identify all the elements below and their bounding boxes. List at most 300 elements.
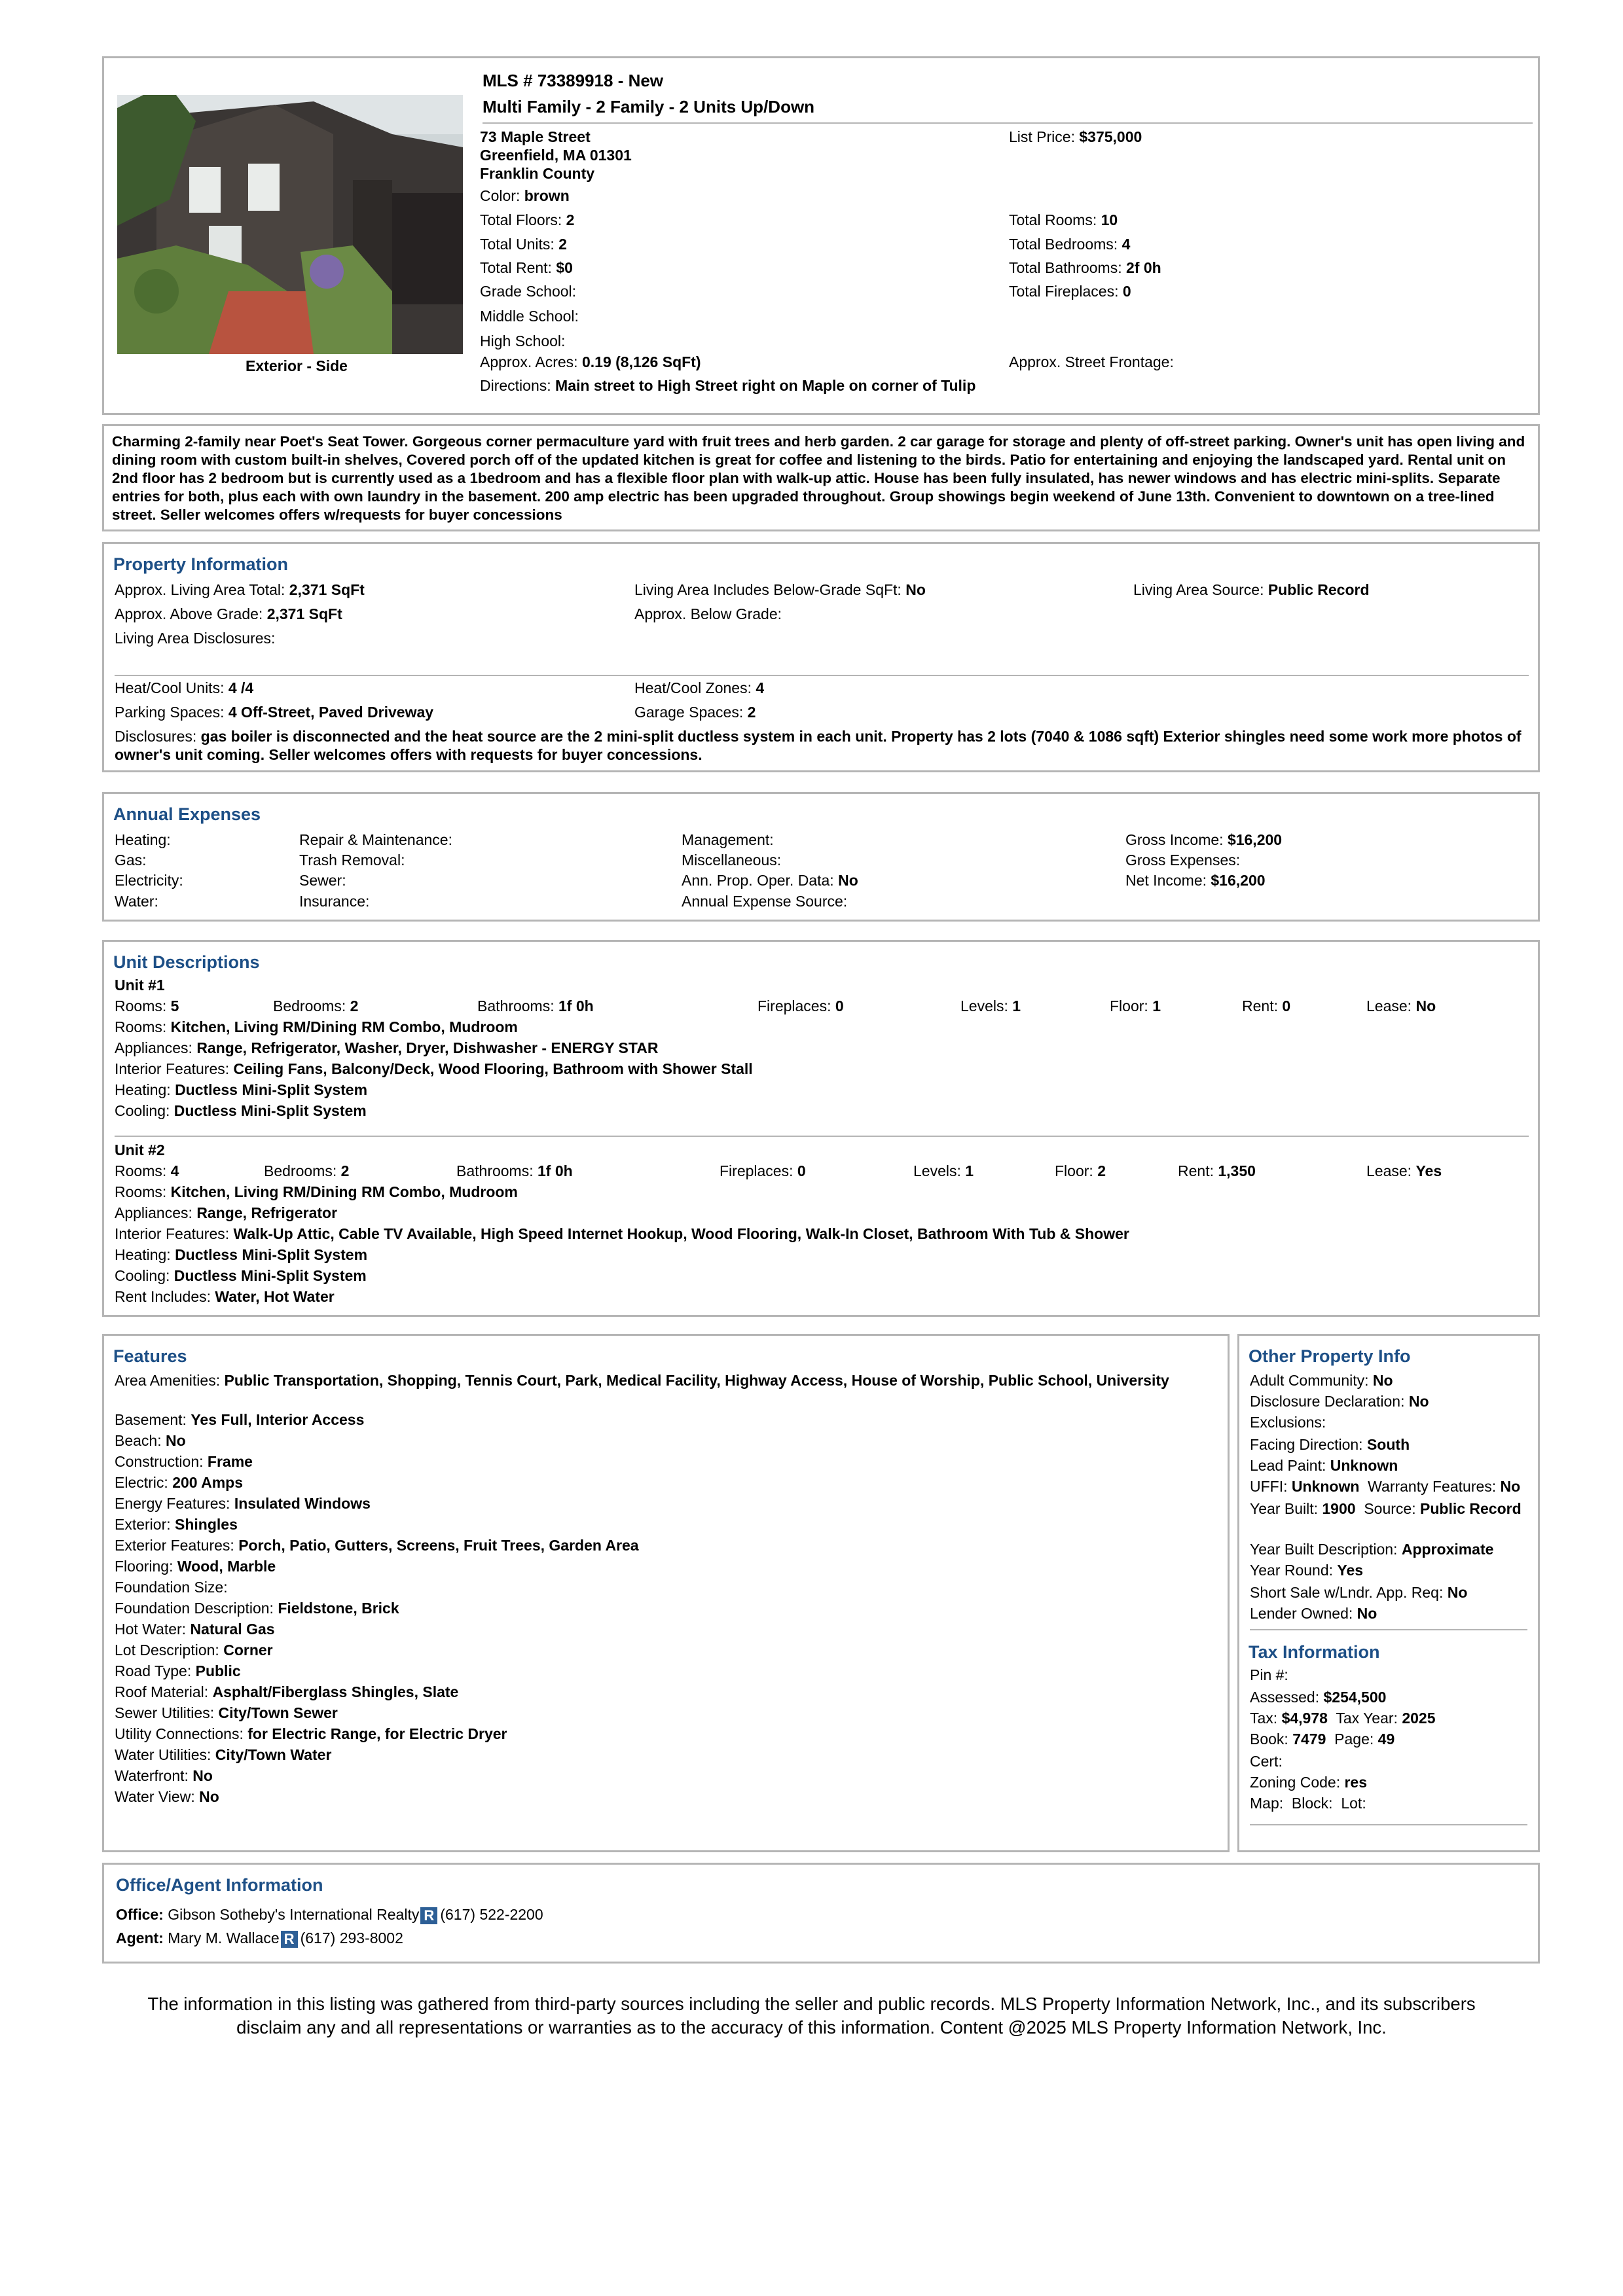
field-label: Roof Material:: [115, 1683, 209, 1700]
field-value: Shingles: [175, 1516, 238, 1533]
field-label: Total Rent:: [480, 259, 552, 276]
field-label: Lead Paint:: [1250, 1457, 1326, 1474]
unit1-levels: [960, 997, 1021, 1016]
field-value: Range, Refrigerator, Washer, Dryer, Dishwasher - ENERGY STAR: [196, 1039, 659, 1056]
feature-area-amenities: [115, 1371, 1221, 1390]
expense-water: Water:: [115, 893, 158, 910]
unit1-appliances: [115, 1039, 658, 1058]
field-value: 2: [566, 211, 575, 228]
field-value: Yes: [1415, 1162, 1442, 1179]
garage-spaces: [634, 703, 756, 723]
list-price-label: List Price:: [1009, 128, 1075, 145]
office-phone[interactable]: (617) 522-2200: [440, 1906, 543, 1923]
below-grade-included: [634, 581, 926, 600]
field-value: No: [1408, 1393, 1429, 1410]
field-value: 1f 0h: [558, 997, 594, 1014]
agent-line: [116, 1929, 403, 1948]
field-value: Walk-Up Attic, Cable TV Available, High Speed Internet Hookup, Wood Flooring, Walk-In Closet, Bathroom With Tub & Shower: [233, 1225, 1129, 1242]
field-label: Appliances:: [115, 1039, 192, 1056]
field-label: High School:: [480, 332, 566, 350]
field-value: Ductless Mini-Split System: [173, 1267, 367, 1284]
field-label: Rent:: [1242, 997, 1278, 1014]
gross-expenses: Gross Expenses:: [1125, 852, 1241, 869]
field-label: Heating:: [115, 1081, 171, 1098]
unit2-interior: [115, 1225, 1129, 1244]
realtor-r-icon: R: [420, 1907, 437, 1924]
field-value: 1,350: [1218, 1162, 1256, 1179]
field-value: 4: [756, 679, 765, 696]
list-price: [1009, 128, 1142, 147]
office-line: [116, 1905, 543, 1925]
field-middle-school: [480, 307, 579, 327]
field-label: Lender Owned:: [1250, 1605, 1353, 1622]
field-label: Rent Includes:: [115, 1288, 211, 1305]
office-name[interactable]: Gibson Sotheby's International Realty: [168, 1906, 420, 1923]
field-label: Water Utilities:: [115, 1746, 211, 1763]
other-info-box: [1237, 1334, 1540, 1852]
living-area-disclosures: Living Area Disclosures:: [115, 630, 276, 647]
field-value: Kitchen, Living RM/Dining RM Combo, Mudroom: [170, 1018, 518, 1035]
features-box: [102, 1334, 1230, 1852]
field-label: Interior Features:: [115, 1060, 230, 1077]
above-grade: [115, 605, 342, 624]
field-label: Electric:: [115, 1474, 168, 1491]
field-label: Map:: [1250, 1795, 1284, 1812]
field-label: Rooms:: [115, 1183, 167, 1200]
field-label: Rooms:: [115, 1162, 167, 1179]
field-label: Sewer Utilities:: [115, 1704, 215, 1721]
field-label: Levels:: [913, 1162, 961, 1179]
field-label: Floor:: [1055, 1162, 1093, 1179]
unit1-interior: [115, 1060, 753, 1079]
field-label: Foundation Size:: [115, 1579, 228, 1596]
living-area-source: [1133, 581, 1370, 600]
field-value: 10: [1101, 211, 1118, 228]
field-label: Zoning Code:: [1250, 1774, 1341, 1791]
field-label: Year Round:: [1250, 1562, 1334, 1579]
field-label: Year Built Description:: [1250, 1541, 1398, 1558]
tax-book-page: [1250, 1730, 1395, 1749]
field-value: 0.19 (8,126 SqFt): [581, 353, 701, 370]
feature-hot-water: [115, 1620, 275, 1640]
field-value: 7479: [1292, 1731, 1326, 1748]
field-value: Corner: [223, 1641, 273, 1659]
field-value: 4 /4: [228, 679, 254, 696]
expense-heating: Heating:: [115, 831, 171, 848]
other-info-title: Other Property Info: [1249, 1346, 1411, 1366]
field-value: Public Record: [1267, 581, 1370, 598]
agent-label: Agent:: [116, 1929, 164, 1946]
field-value: Wood, Marble: [177, 1558, 276, 1575]
field-value: 4 Off-Street, Paved Driveway: [228, 704, 434, 721]
unit2-room-list: [115, 1183, 518, 1202]
field-label: Warranty Features:: [1368, 1478, 1497, 1495]
field-value: 1f 0h: [538, 1162, 573, 1179]
field-value: Ductless Mini-Split System: [175, 1081, 368, 1098]
feature-flooring: [115, 1557, 276, 1577]
unit2-name: Unit #2: [115, 1141, 165, 1158]
feature-exterior: [115, 1515, 238, 1535]
field-label: Cooling:: [115, 1267, 170, 1284]
field-value: Ductless Mini-Split System: [173, 1102, 367, 1119]
field-label: Approx. Acres:: [480, 353, 578, 370]
net-income: [1125, 871, 1266, 891]
field-value: No: [1372, 1372, 1393, 1389]
feature-foundation-desc: [115, 1599, 399, 1619]
field-label: Lot:: [1341, 1795, 1366, 1812]
expense-trash: Trash Removal:: [299, 852, 405, 869]
field-value: 49: [1377, 1731, 1395, 1748]
feature-roof: [115, 1683, 458, 1702]
heatcool-units: [115, 679, 253, 698]
feature-energy: [115, 1494, 371, 1514]
field-total-units: [480, 235, 567, 255]
address-line1: 73 Maple Street: [480, 128, 591, 145]
field-value: 1: [1152, 997, 1161, 1014]
field-label: Lease:: [1366, 1162, 1412, 1179]
field-value: City/Town Water: [215, 1746, 332, 1763]
living-area-total: [115, 581, 365, 600]
listing-header: [102, 56, 1540, 415]
field-label: Rooms:: [115, 1018, 167, 1035]
field-value: brown: [524, 187, 570, 204]
field-value: 2: [558, 236, 567, 253]
field-value: 0: [835, 997, 844, 1014]
field-value: 4: [170, 1162, 179, 1179]
unit2-heating: [115, 1246, 367, 1265]
disclaimer-line2: disclaim any and all representations or warranties as to the accuracy of this information. Content @2025 MLS Property Information Network, Inc.: [236, 2017, 1387, 2037]
field-label: Block:: [1291, 1795, 1333, 1812]
feature-beach: [115, 1431, 186, 1451]
field-label: Hot Water:: [115, 1621, 187, 1638]
field-high-school: [480, 332, 565, 351]
feature-waterfront: [115, 1767, 213, 1786]
agent-phone[interactable]: (617) 293-8002: [300, 1929, 403, 1946]
disclaimer-line1: The information in this listing was gathered from third-party sources including the seller and public records. MLS Property Information Network, Inc., and its subscribers: [147, 1994, 1476, 2014]
field-value: Approximate: [1401, 1541, 1494, 1558]
field-value: Main street to High Street right on Maple on corner of Tulip: [555, 377, 976, 394]
feature-water-utilities: [115, 1746, 331, 1765]
field-value: 1: [965, 1162, 974, 1179]
unit1-fireplaces: [757, 997, 844, 1016]
office-agent-box: [102, 1863, 1540, 1964]
agent-name[interactable]: Mary M. Wallace: [168, 1929, 280, 1946]
field-value: No: [838, 872, 858, 889]
field-label: Approx. Living Area Total:: [115, 581, 285, 598]
field-label: Source:: [1364, 1500, 1416, 1517]
facing-direction: [1250, 1435, 1410, 1455]
field-label: Road Type:: [115, 1662, 192, 1679]
feature-sewer: [115, 1704, 338, 1723]
expense-source: Annual Expense Source:: [682, 893, 848, 910]
field-label: Lot Description:: [115, 1641, 219, 1659]
field-label: Construction:: [115, 1453, 204, 1470]
field-label: Total Fireplaces:: [1009, 283, 1119, 300]
list-price-value: $375,000: [1079, 128, 1142, 145]
field-label: Book:: [1250, 1731, 1288, 1748]
unit2-floor: [1055, 1162, 1106, 1181]
field-value: No: [166, 1432, 186, 1449]
parking-spaces: [115, 703, 433, 723]
property-divider: [115, 675, 1529, 676]
field-label: Floor:: [1110, 997, 1148, 1014]
field-value: No: [199, 1788, 219, 1805]
field-label: Fireplaces:: [757, 997, 831, 1014]
expense-management: Management:: [682, 831, 774, 848]
field-label: Approx. Above Grade:: [115, 605, 263, 622]
field-label: Exterior:: [115, 1516, 171, 1533]
field-label: Rooms:: [115, 997, 167, 1014]
field-value: 2,371 SqFt: [289, 581, 365, 598]
feature-basement: [115, 1410, 364, 1430]
field-total-bathrooms: [1009, 259, 1161, 278]
field-value: res: [1344, 1774, 1368, 1791]
field-label: Basement:: [115, 1411, 187, 1428]
field-label: Fireplaces:: [720, 1162, 793, 1179]
field-label: Rent:: [1178, 1162, 1214, 1179]
field-value: Frame: [207, 1453, 253, 1470]
field-total-fireplaces: [1009, 282, 1131, 302]
uffi-warranty: [1250, 1477, 1520, 1497]
field-label: Waterfront:: [115, 1767, 189, 1784]
field-value: Yes Full, Interior Access: [191, 1411, 365, 1428]
tax-title: Tax Information: [1249, 1642, 1380, 1662]
expense-oper-data: [682, 871, 858, 891]
feature-water-view: [115, 1787, 219, 1807]
feature-construction: [115, 1452, 253, 1472]
exclusions: Exclusions:: [1250, 1414, 1326, 1431]
gross-income: [1125, 831, 1282, 850]
expense-repair: Repair & Maintenance:: [299, 831, 452, 848]
field-label: Heat/Cool Zones:: [634, 679, 752, 696]
field-street-frontage: Approx. Street Frontage:: [1009, 353, 1174, 370]
field-value: 200 Amps: [172, 1474, 243, 1491]
house-photo-illustration: [117, 95, 463, 354]
field-label: Tax Year:: [1336, 1710, 1398, 1727]
field-label: Water View:: [115, 1788, 195, 1805]
unit2-fireplaces: [720, 1162, 806, 1181]
field-value: No: [905, 581, 926, 598]
field-label: Directions:: [480, 377, 551, 394]
field-value: Yes: [1337, 1562, 1364, 1579]
field-value: Range, Refrigerator: [196, 1204, 338, 1221]
unit1-cooling: [115, 1102, 367, 1121]
field-value: $0: [556, 259, 573, 276]
field-value: $16,200: [1211, 872, 1266, 889]
field-value: 0: [1282, 997, 1291, 1014]
field-label: Bathrooms:: [477, 997, 555, 1014]
unit1-room-list: [115, 1018, 518, 1037]
unit1-lease: [1366, 997, 1436, 1016]
feature-exterior-features: [115, 1536, 639, 1556]
property-info-box: [102, 542, 1540, 772]
field-value: Ceiling Fans, Balcony/Deck, Wood Flooring, Bathroom with Shower Stall: [233, 1060, 753, 1077]
field-value: Kitchen, Living RM/Dining RM Combo, Mudroom: [170, 1183, 518, 1200]
property-info-title: Property Information: [113, 554, 289, 574]
field-label: Lease:: [1366, 997, 1412, 1014]
annual-expenses-box: [102, 792, 1540, 922]
field-label: Short Sale w/Lndr. App. Req:: [1250, 1584, 1444, 1601]
office-agent-title: Office/Agent Information: [116, 1875, 323, 1895]
field-label: Color:: [480, 187, 520, 204]
field-color: [480, 187, 570, 206]
photo-caption: Exterior - Side: [246, 357, 348, 374]
below-grade: Approx. Below Grade:: [634, 605, 782, 622]
heatcool-zones: [634, 679, 764, 698]
field-value: Ductless Mini-Split System: [175, 1246, 368, 1263]
expense-electricity: Electricity:: [115, 872, 183, 889]
expense-gas: Gas:: [115, 852, 147, 869]
field-value: Fieldstone, Brick: [278, 1600, 399, 1617]
field-label: Middle School:: [480, 308, 579, 325]
realtor-r-icon: R: [281, 1931, 298, 1948]
field-total-bedrooms: [1009, 235, 1130, 255]
field-label: Total Floors:: [480, 211, 562, 228]
unit1-bathrooms: [477, 997, 594, 1016]
field-label: Total Units:: [480, 236, 555, 253]
field-label: Utility Connections:: [115, 1725, 244, 1742]
field-value: 0: [1122, 283, 1131, 300]
lead-paint: [1250, 1456, 1398, 1476]
field-label: Interior Features:: [115, 1225, 230, 1242]
field-value: gas boiler is disconnected and the heat source are the 2 mini-split ductless system in each unit. Property has 2 lots (7040 & 1086 sqft) Exterior shingles need some work more photos of owner's unit coming. Seller welcomes offers with requests for buyer concessions.: [115, 728, 1522, 763]
tax-cert: Cert:: [1250, 1753, 1283, 1770]
field-value: No: [1415, 997, 1436, 1014]
field-label: Adult Community:: [1250, 1372, 1369, 1389]
year-built: [1250, 1499, 1531, 1518]
listing-photo[interactable]: [117, 95, 463, 354]
field-label: Bathrooms:: [456, 1162, 534, 1179]
unit1-rooms: [115, 997, 179, 1016]
tax-pin: Pin #:: [1250, 1666, 1288, 1683]
field-value: No: [1357, 1605, 1377, 1622]
other-info-divider: [1250, 1629, 1527, 1630]
unit-descriptions-box: [102, 940, 1540, 1317]
field-label: Exterior Features:: [115, 1537, 234, 1554]
field-value: 2: [350, 997, 359, 1014]
feature-road: [115, 1662, 241, 1681]
property-disclosures: [115, 727, 1529, 764]
unit2-bedrooms: [264, 1162, 349, 1181]
unit1-floor: [1110, 997, 1161, 1016]
field-label: Beach:: [115, 1432, 162, 1449]
field-value: No: [192, 1767, 213, 1784]
field-value: 2: [747, 704, 756, 721]
field-label: Appliances:: [115, 1204, 192, 1221]
field-label: UFFI:: [1250, 1478, 1288, 1495]
unit2-levels: [913, 1162, 974, 1181]
field-label: Bedrooms:: [273, 997, 346, 1014]
field-value: $16,200: [1227, 831, 1283, 848]
disclosure-declaration: [1250, 1392, 1429, 1412]
field-label: Disclosure Declaration:: [1250, 1393, 1405, 1410]
field-value: $254,500: [1323, 1689, 1387, 1706]
tax-map-block-lot: [1250, 1794, 1366, 1814]
unit2-cooling: [115, 1266, 367, 1286]
field-value: City/Town Sewer: [218, 1704, 338, 1721]
field-label: Disclosures:: [115, 728, 197, 745]
field-value: South: [1366, 1436, 1410, 1453]
year-built-description: [1250, 1540, 1493, 1560]
field-label: Heat/Cool Units:: [115, 679, 225, 696]
field-value: Natural Gas: [190, 1621, 275, 1638]
feature-lot: [115, 1641, 273, 1660]
field-label: Assessed:: [1250, 1689, 1320, 1706]
field-value: 1900: [1322, 1500, 1356, 1517]
field-label: Foundation Description:: [115, 1600, 274, 1617]
unit1-heating: [115, 1081, 367, 1100]
unit1-bedrooms: [273, 997, 358, 1016]
field-label: Cooling:: [115, 1102, 170, 1119]
annual-expenses-title: Annual Expenses: [113, 804, 261, 824]
field-value: 2025: [1402, 1710, 1436, 1727]
field-label: Energy Features:: [115, 1495, 230, 1512]
field-value: Unknown: [1330, 1457, 1398, 1474]
field-label: Year Built:: [1250, 1500, 1318, 1517]
unit2-lease: [1366, 1162, 1442, 1181]
field-value: for Electric Range, for Electric Dryer: [247, 1725, 507, 1742]
field-label: Net Income:: [1125, 872, 1207, 889]
unit1-name: Unit #1: [115, 977, 165, 994]
field-value: 2: [1097, 1162, 1106, 1179]
field-value: Water, Hot Water: [215, 1288, 335, 1305]
property-type: Multi Family - 2 Family - 2 Units Up/Down: [483, 97, 815, 117]
tax-zoning: [1250, 1773, 1367, 1793]
field-label: Tax:: [1250, 1710, 1278, 1727]
field-label: Total Bedrooms:: [1009, 236, 1118, 253]
address-line3: Franklin County: [480, 165, 595, 182]
field-label: Bedrooms:: [264, 1162, 337, 1179]
field-value: Porch, Patio, Gutters, Screens, Fruit Trees, Garden Area: [238, 1537, 639, 1554]
unit1-rent: [1242, 997, 1290, 1016]
field-value: No: [1500, 1478, 1521, 1495]
field-value: Unknown: [1291, 1478, 1360, 1495]
feature-electric: [115, 1473, 243, 1493]
field-label: Grade School:: [480, 283, 577, 300]
expense-misc: Miscellaneous:: [682, 852, 782, 869]
tax-assessed: [1250, 1688, 1386, 1708]
field-label: Flooring:: [115, 1558, 173, 1575]
field-total-rooms: [1009, 211, 1118, 230]
field-value: Public Record: [1420, 1500, 1522, 1517]
lender-owned: [1250, 1604, 1377, 1624]
field-value: 2f 0h: [1125, 259, 1161, 276]
address-line2: Greenfield, MA 01301: [480, 147, 632, 164]
field-total-floors: [480, 211, 574, 230]
field-label: Area Amenities:: [115, 1372, 221, 1389]
field-value: Public: [195, 1662, 241, 1679]
field-value: 5: [170, 997, 179, 1014]
header-divider: [483, 122, 1533, 124]
unit-descriptions-title: Unit Descriptions: [113, 952, 260, 972]
field-label: Page:: [1334, 1731, 1374, 1748]
field-acres: [480, 353, 701, 372]
field-label: Total Bathrooms:: [1009, 259, 1122, 276]
remarks-text: Charming 2-family near Poet's Seat Tower. Gorgeous corner permaculture yard with fruit trees and herb garden. 2 car garage for storage and plenty of off-street parking. Owner's unit has open living and dining room with custom built-in shelves, Covered porch off of the updated kitchen is great for coffee and listening to the birds. Patio for entertaining and enjoying the landscaped yard. Rental unit on 2nd floor has 2 bedroom but is currently used as a 1bedroom and has a flexible floor plan with walk-up attic. House has been fully insulated, has newer windows and has electric mini-splits. Separate entries for both, plus each with own laundry in the basement. 200 amp electric has been upgraded throughout. Group showings begin weekend of June 13th. Convenient to downtown on a tree-lined street. Seller welcomes offers w/requests for buyer concessions: [112, 433, 1525, 523]
feature-foundation-size: [115, 1578, 228, 1598]
field-value: Public Transportation, Shopping, Tennis Court, Park, Medical Facility, Highway Access, House of Worship, Public School, University: [224, 1372, 1169, 1389]
tax-divider: [1250, 1824, 1527, 1825]
short-sale: [1250, 1583, 1467, 1603]
unit2-rent: [1178, 1162, 1256, 1181]
mls-number: MLS # 73389918 - New: [483, 71, 664, 90]
field-value: Asphalt/Fiberglass Shingles, Slate: [212, 1683, 459, 1700]
unit2-appliances: [115, 1204, 337, 1223]
field-label: Heating:: [115, 1246, 171, 1263]
adult-community: [1250, 1371, 1393, 1391]
office-label: Office:: [116, 1906, 164, 1923]
expense-sewer: Sewer:: [299, 872, 346, 889]
